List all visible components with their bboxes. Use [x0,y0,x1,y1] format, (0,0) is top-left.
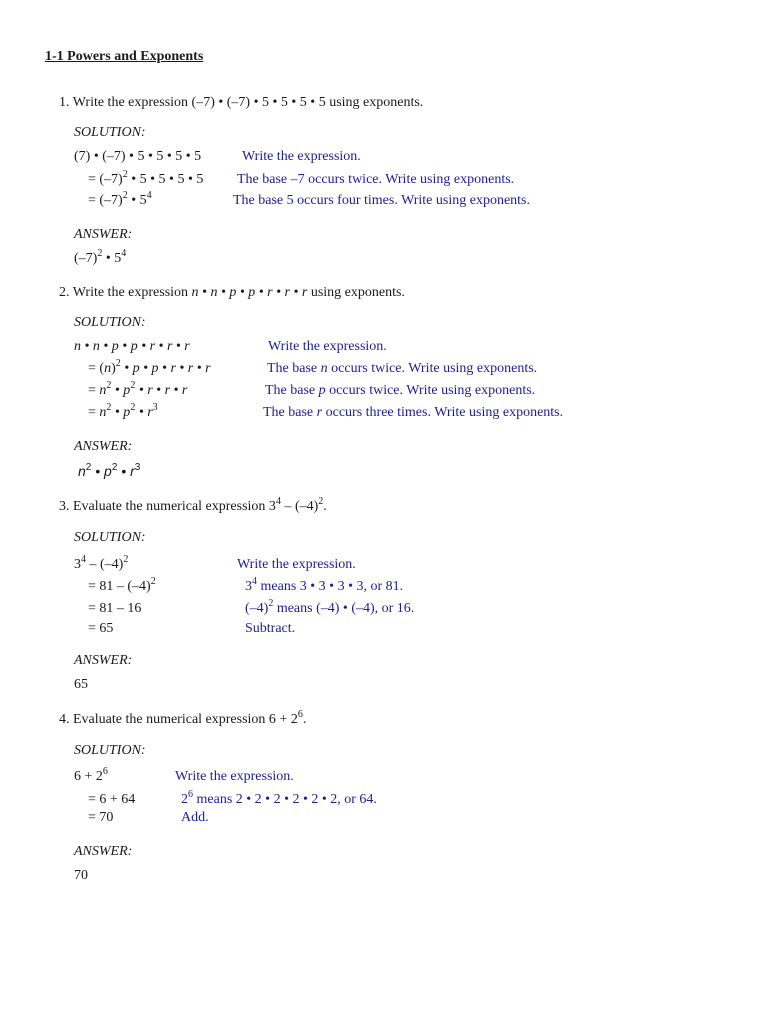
q2-note-4: The base r occurs three times. Write using exponents. [263,405,564,420]
q4-step-1: $6 + 2^6$ [74,766,108,784]
q3-step-3: = 81 – 16 [88,601,142,616]
question-2-prompt: 2. Write the expression n • n • p • p • r • r • r using exponents. [59,285,405,300]
q3-answer: 65 [74,677,88,692]
solution-label: SOLUTION: [74,530,146,545]
q1-answer: $(-7)^2$ • $5^4$ [74,248,127,266]
q4-step-2: = 6 + 64 [88,792,136,807]
answer-label: ANSWER: [74,227,133,242]
q4-answer: 70 [74,868,88,883]
answer-label: ANSWER: [74,844,133,859]
q2-step-2: = $(n)^2$ • p • p • r • r • r [88,358,211,376]
question-3-prompt: 3. Evaluate the numerical expression $3^4 - (-4)^2$. [59,496,327,514]
q3-note-2: $3^4$ means 3 • 3 • 3 • 3, or 81. [245,576,404,594]
q2-answer: $n^2$ • $p^2$ • $r^3$ [78,462,141,479]
page-title: 1-1 Powers and Exponents [45,49,204,64]
answer-label: ANSWER: [74,653,133,668]
solution-label: SOLUTION: [74,125,146,140]
answer-label: ANSWER: [74,439,133,454]
q2-note-1: Write the expression. [268,339,387,354]
q1-step-3: = $(-7)^2$ • $5^4$ [88,190,152,208]
q2-note-2: The base n occurs twice. Write using exponents. [267,361,538,376]
q4-note-1: Write the expression. [175,769,294,784]
q1-note-2: The base –7 occurs twice. Write using exponents. [237,172,515,187]
question-1-prompt: 1. Write the expression (–7) • (–7) • 5 • 5 • 5 • 5 using exponents. [59,95,424,110]
q1-note-3: The base 5 occurs four times. Write using exponents. [233,193,530,208]
q3-step-2: = $81 - (-4)^2$ [88,576,156,594]
q2-note-3: The base p occurs twice. Write using exponents. [265,383,536,398]
q1-step-2: = $(-7)^2$ • 5 • 5 • 5 • 5 [88,169,204,187]
solution-label: SOLUTION: [74,743,146,758]
q4-note-3: Add. [181,810,209,825]
q3-note-4: Subtract. [245,621,296,636]
q4-step-3: = 70 [88,810,114,825]
solution-label: SOLUTION: [74,315,146,330]
q3-note-3: $(-4)^2$ means (–4) • (–4), or 16. [245,598,415,616]
q3-step-1: $3^4 - (-4)^2$ [74,554,129,572]
q2-step-3: = $n^2$ • $p^2$ • r • r • r [88,380,188,398]
q4-note-2: $2^6$ means 2 • 2 • 2 • 2 • 2 • 2, or 64. [181,789,377,807]
q1-step-1: (7) • (–7) • 5 • 5 • 5 • 5 [74,149,202,164]
q3-step-4: = 65 [88,621,114,636]
q2-step-4: = $n^2$ • $p^2$ • $r^3$ [88,402,158,420]
question-4-prompt: 4. Evaluate the numerical expression $6 + 2^6$. [59,709,307,727]
q1-note-1: Write the expression. [242,149,361,164]
q3-note-1: Write the expression. [237,557,356,572]
q2-step-1: n • n • p • p • r • r • r [74,339,190,354]
